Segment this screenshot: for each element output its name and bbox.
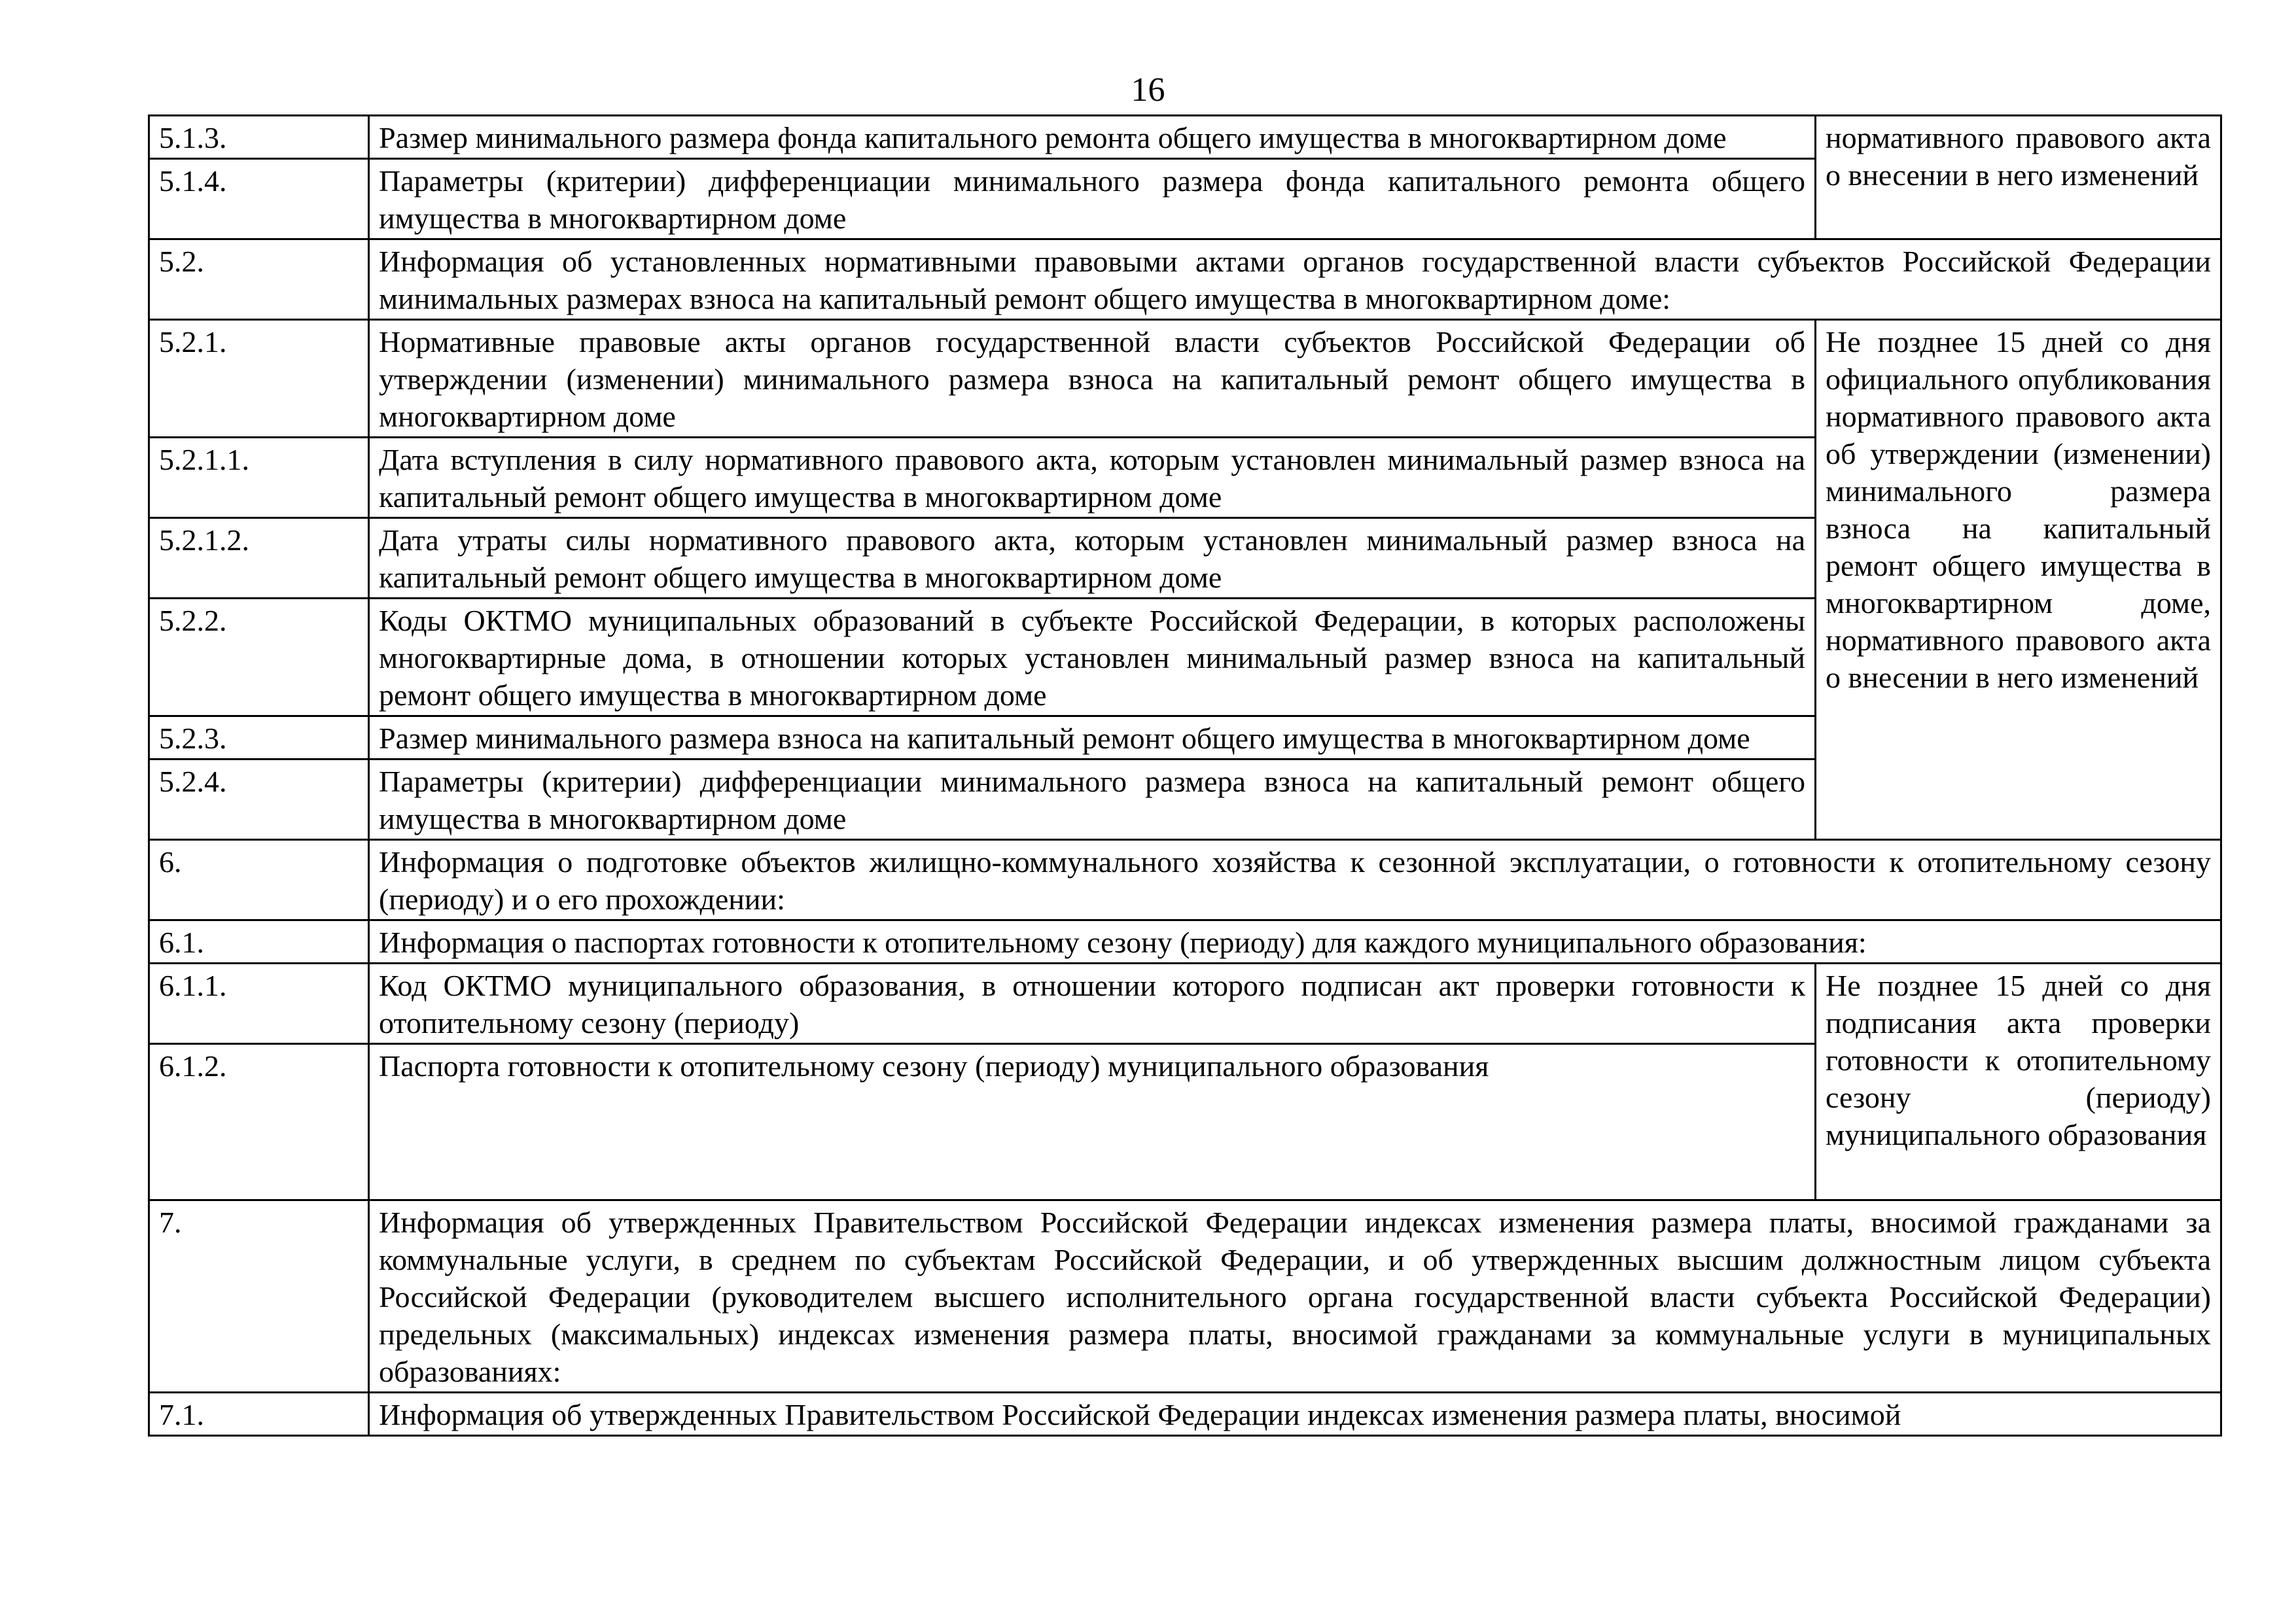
row-number: 5.2.1.2. — [149, 518, 369, 599]
row-description: Информация об утвержденных Правительством Российской Федерации индексах изменения размера платы, вносимой гражданами за коммунальные услуги, в среднем по субъектам Российской Федерации, и об утвержденных высшим должностным лицом субъекта Российской Федерации (руководителем высшего исполнительного органа государственной власти субъекта Российской Федерации) предельных (максимальных) индексах изменения размера платы, вносимой гражданами за коммунальные услуги в муниципальных образованиях: — [369, 1200, 2221, 1393]
row-number: 6. — [149, 840, 369, 920]
row-number: 5.2.1.1. — [149, 438, 369, 518]
page-number: 16 — [1131, 71, 1165, 109]
row-number: 5.2.4. — [149, 759, 369, 840]
table-row — [149, 1393, 2221, 1436]
row-number: 5.1.3. — [149, 116, 369, 159]
deadline-cell: Не позднее 15 дней со дня официального опубликования нормативного правового акта об утверждении (изменении) минимального размера взноса на капитальный ремонт общего имущества в многоквартирном доме, нормативного правового акта о внесении в него изменений — [1816, 320, 2221, 840]
row-description: Дата вступления в силу нормативного правового акта, которым установлен минимальный размер взноса на капитальный ремонт общего имущества в многоквартирном доме — [369, 438, 1816, 518]
table-row — [149, 116, 2221, 159]
deadline-cell: нормативного правового акта о внесении в него изменений — [1816, 116, 2221, 239]
table-row — [149, 320, 2221, 438]
row-description: Нормативные правовые акты органов государственной власти субъектов Российской Федерации об утверждении (изменении) минимального размера взноса на капитальный ремонт общего имущества в многоквартирном доме — [369, 320, 1816, 438]
row-description: Параметры (критерии) дифференциации минимального размера взноса на капитальный ремонт общего имущества в многоквартирном доме — [369, 759, 1816, 840]
table-row — [149, 1200, 2221, 1393]
table-row — [149, 920, 2221, 964]
row-description: Коды ОКТМО муниципальных образований в субъекте Российской Федерации, в которых расположены многоквартирные дома, в отношении которых установлен минимальный размер взноса на капитальный ремонт общего имущества в многоквартирном доме — [369, 599, 1816, 716]
row-description: Код ОКТМО муниципального образования, в отношении которого подписан акт проверки готовности к отопительному сезону (периоду) — [369, 964, 1816, 1044]
row-description: Информация об утвержденных Правительством Российской Федерации индексах изменения размера платы, вносимой — [369, 1393, 2221, 1436]
row-number: 7. — [149, 1200, 369, 1393]
table-row — [149, 964, 2221, 1044]
row-description: Информация об установленных нормативными правовыми актами органов государственной власти субъектов Российской Федерации минимальных размерах взноса на капитальный ремонт общего имущества в многоквартирном доме: — [369, 239, 2221, 320]
row-description: Дата утраты силы нормативного правового акта, которым установлен минимальный размер взноса на капитальный ремонт общего имущества в многоквартирном доме — [369, 518, 1816, 599]
row-description: Информация о подготовке объектов жилищно-коммунального хозяйства к сезонной эксплуатации, о готовности к отопительному сезону (периоду) и о его прохождении: — [369, 840, 2221, 920]
row-number: 5.2.2. — [149, 599, 369, 716]
row-number: 5.2. — [149, 239, 369, 320]
requirements-table — [148, 114, 2222, 1437]
row-description: Паспорта готовности к отопительному сезону (периоду) муниципального образования — [369, 1044, 1816, 1200]
row-number: 5.2.1. — [149, 320, 369, 438]
row-number: 5.2.3. — [149, 716, 369, 759]
row-description: Параметры (критерии) дифференциации минимального размера фонда капитального ремонта общего имущества в многоквартирном доме — [369, 159, 1816, 239]
row-number: 6.1. — [149, 920, 369, 964]
row-number: 6.1.1. — [149, 964, 369, 1044]
deadline-cell: Не позднее 15 дней со дня подписания акта проверки готовности к отопительному сезону (периоду) муниципального образования — [1816, 964, 2221, 1200]
row-description: Размер минимального размера взноса на капитальный ремонт общего имущества в многоквартирном доме — [369, 716, 1816, 759]
row-number: 6.1.2. — [149, 1044, 369, 1200]
table-row — [149, 239, 2221, 320]
table-row — [149, 840, 2221, 920]
row-number: 5.1.4. — [149, 159, 369, 239]
row-description: Размер минимального размера фонда капитального ремонта общего имущества в многоквартирном доме — [369, 116, 1816, 159]
row-number: 7.1. — [149, 1393, 369, 1436]
row-description: Информация о паспортах готовности к отопительному сезону (периоду) для каждого муниципального образования: — [369, 920, 2221, 964]
